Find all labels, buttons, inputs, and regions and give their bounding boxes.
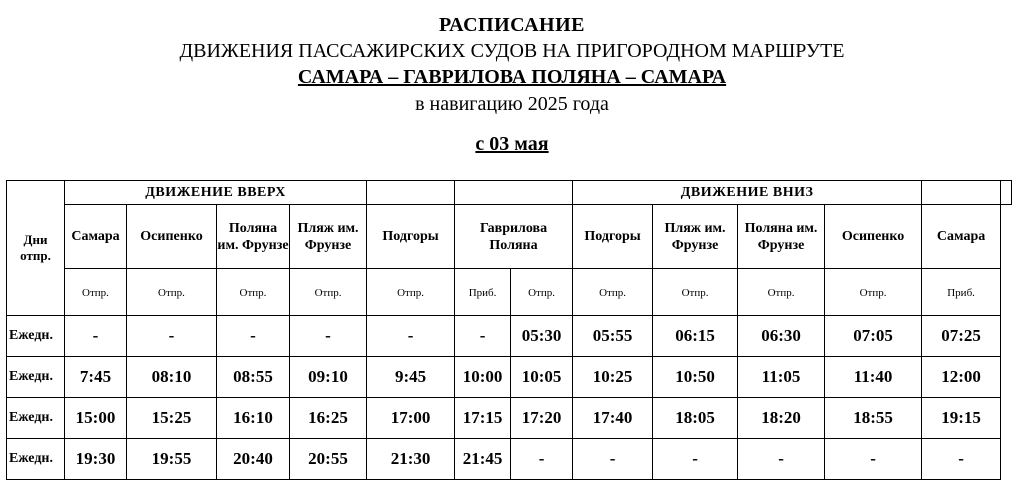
sub-header: Отпр.: [738, 269, 825, 316]
days-header: Дни отпр.: [7, 181, 65, 316]
time-cell: -: [217, 316, 290, 357]
schedule-title: РАСПИСАНИЕ: [438, 14, 585, 36]
schedule-table: [6, 180, 1012, 480]
time-cell: 9:45: [367, 357, 455, 398]
empty-cell: [455, 181, 573, 205]
time-cell: 18:20: [738, 398, 825, 439]
sub-header: Отпр.: [511, 269, 573, 316]
time-cell: 19:55: [127, 439, 217, 480]
time-cell: 06:30: [738, 316, 825, 357]
station-header: Самара: [65, 205, 127, 269]
sub-header: Приб.: [922, 269, 1001, 316]
time-cell: 05:55: [573, 316, 653, 357]
season-text: в навигацию 2025 года: [415, 93, 609, 115]
time-cell: 09:10: [290, 357, 367, 398]
days-cell: Ежедн.: [7, 316, 65, 357]
time-cell: 20:40: [217, 439, 290, 480]
time-cell: 18:55: [825, 398, 922, 439]
stations-row: [7, 205, 1012, 269]
time-cell: 12:00: [922, 357, 1001, 398]
time-cell: -: [455, 316, 511, 357]
sub-header: Отпр.: [127, 269, 217, 316]
time-cell: 16:25: [290, 398, 367, 439]
time-cell: 21:30: [367, 439, 455, 480]
station-header: Подгоры: [367, 205, 455, 269]
table-row: [7, 357, 1012, 398]
days-cell: Ежедн.: [7, 398, 65, 439]
time-cell: 21:45: [455, 439, 511, 480]
station-header: Пляж им. Фрунзе: [653, 205, 738, 269]
time-cell: 19:30: [65, 439, 127, 480]
time-cell: -: [65, 316, 127, 357]
sub-header: Приб.: [455, 269, 511, 316]
sub-header: Отпр.: [653, 269, 738, 316]
time-cell: -: [573, 439, 653, 480]
time-cell: 07:25: [922, 316, 1001, 357]
direction-up-header: ДВИЖЕНИЕ ВВЕРХ: [65, 181, 367, 205]
direction-down-header: ДВИЖЕНИЕ ВНИЗ: [573, 181, 922, 205]
days-cell: Ежедн.: [7, 357, 65, 398]
time-cell: 10:50: [653, 357, 738, 398]
sub-header: Отпр.: [573, 269, 653, 316]
table-row: [7, 398, 1012, 439]
station-header: Пляж им. Фрунзе: [290, 205, 367, 269]
subheader-row: [7, 269, 1012, 316]
time-cell: 7:45: [65, 357, 127, 398]
sub-header: Отпр.: [290, 269, 367, 316]
time-cell: 07:05: [825, 316, 922, 357]
station-header: Осипенко: [825, 205, 922, 269]
time-cell: 17:00: [367, 398, 455, 439]
sub-header: Отпр.: [65, 269, 127, 316]
time-cell: 20:55: [290, 439, 367, 480]
time-cell: 17:20: [511, 398, 573, 439]
days-cell: Ежедн.: [7, 439, 65, 480]
time-cell: 16:10: [217, 398, 290, 439]
time-cell: -: [738, 439, 825, 480]
time-cell: -: [922, 439, 1001, 480]
effective-date: с 03 мая: [475, 133, 549, 155]
time-cell: 08:55: [217, 357, 290, 398]
time-cell: 15:00: [65, 398, 127, 439]
station-header: Поляна им. Фрунзе: [738, 205, 825, 269]
station-header: Поляна им. Фрунзе: [217, 205, 290, 269]
sub-header: Отпр.: [367, 269, 455, 316]
sub-header: Отпр.: [825, 269, 922, 316]
time-cell: 10:05: [511, 357, 573, 398]
empty-cell: [1001, 181, 1012, 205]
table-row: [7, 316, 1012, 357]
time-cell: 11:05: [738, 357, 825, 398]
sub-header: Отпр.: [217, 269, 290, 316]
time-cell: -: [653, 439, 738, 480]
time-cell: 06:15: [653, 316, 738, 357]
time-cell: 17:40: [573, 398, 653, 439]
time-cell: 17:15: [455, 398, 511, 439]
direction-row: [7, 181, 1012, 205]
station-header: Самара: [922, 205, 1001, 269]
time-cell: -: [367, 316, 455, 357]
station-header: Гаврилова Поляна: [455, 205, 573, 269]
schedule-subtitle: ДВИЖЕНИЯ ПАССАЖИРСКИХ СУДОВ НА ПРИГОРОДНОМ МАРШРУТЕ: [179, 40, 845, 62]
time-cell: -: [290, 316, 367, 357]
time-cell: 08:10: [127, 357, 217, 398]
station-header: Подгоры: [573, 205, 653, 269]
table-row: [7, 439, 1012, 480]
empty-cell: [922, 181, 1001, 205]
time-cell: 19:15: [922, 398, 1001, 439]
time-cell: 11:40: [825, 357, 922, 398]
time-cell: 10:00: [455, 357, 511, 398]
time-cell: -: [127, 316, 217, 357]
time-cell: -: [511, 439, 573, 480]
station-header: Осипенко: [127, 205, 217, 269]
time-cell: 10:25: [573, 357, 653, 398]
time-cell: -: [825, 439, 922, 480]
time-cell: 18:05: [653, 398, 738, 439]
time-cell: 15:25: [127, 398, 217, 439]
empty-cell: [367, 181, 455, 205]
route-name: САМАРА – ГАВРИЛОВА ПОЛЯНА – САМАРА: [297, 66, 727, 88]
time-cell: 05:30: [511, 316, 573, 357]
